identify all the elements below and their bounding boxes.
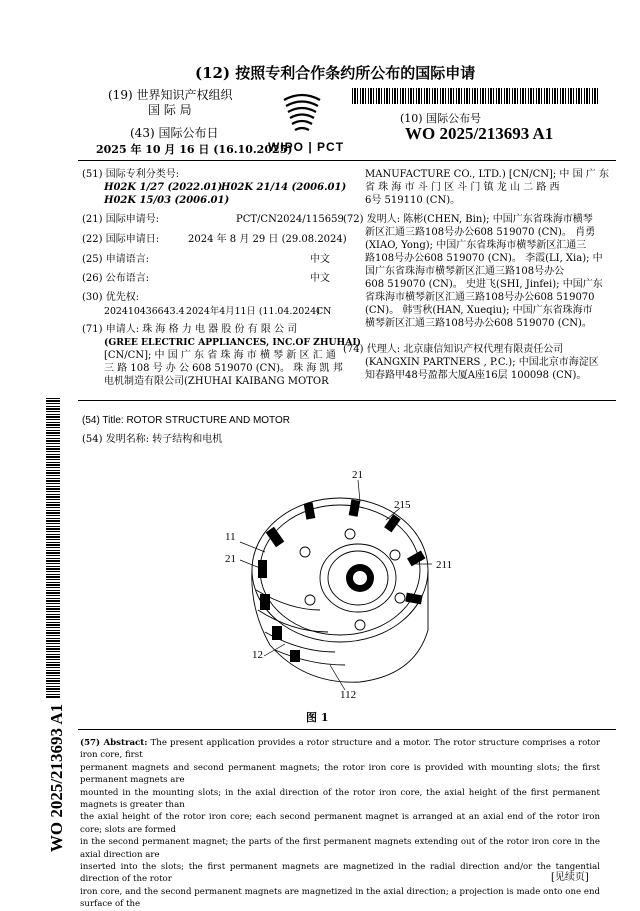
barcode-top — [352, 88, 598, 104]
fig-label-12: 12 — [252, 649, 263, 661]
abstract — [80, 737, 600, 911]
inventor-line-6: 608 519070 (CN)。 史进飞(SHI, Jinfei); 中国广东 — [365, 279, 603, 290]
ipc-3: H02K 15/03 (2006.01) — [104, 195, 230, 206]
applicant-line-4: 三 路 108 号 办 公 608 519070 (CN)。 珠 海 凯 邦 — [104, 363, 343, 374]
filing-lang-label: (25) 申请语言: — [82, 254, 150, 265]
abstract-line-5: in the second permanent magnet; the parts of the first permanent magnets extending out of the rotor iron core in the axial direction are — [80, 837, 600, 860]
inventor-line-5: 国广东省珠海市横琴新区汇通三路108号办公 — [365, 266, 565, 277]
ipc-label: (51) 国际专利分类号: — [82, 169, 180, 180]
inventor-line-9: 横琴新区汇通三路108号办公608 519070 (CN)。 — [365, 318, 592, 329]
fig-label-112: 112 — [340, 689, 357, 701]
filing-date-label: (22) 国际申请日: — [82, 234, 160, 245]
pub-no-label: (10) 国际公布号 — [400, 112, 482, 125]
wipo-emblem-icon — [280, 92, 324, 138]
ipc-1: H02K 1/27 (2022.01) — [104, 182, 223, 193]
applicant-line-1: (71) 申请人: 珠 海 格 力 电 器 股 份 有 限 公 司 — [82, 324, 298, 335]
org-bureau: 国 际 局 — [148, 103, 192, 117]
inventor-line-2: 新区汇通三路108号办公608 519070 (CN)。 肖勇 — [365, 227, 596, 238]
ipc-2: H02K 21/14 (2006.01) — [221, 182, 347, 193]
app-no: PCT/CN2024/115659 — [236, 214, 344, 225]
inventor-line-3: (XIAO, Yong); 中国广东省珠海市横琴新区汇通三 — [365, 240, 587, 251]
inventor-line-4: 路108号办公608 519070 (CN)。 李霞(LI, Xia); 中 — [365, 253, 603, 264]
vertical-pub-no: WO 2025/213693 A1 — [47, 703, 66, 853]
applicant-line-2: (GREE ELECTRIC APPLIANCES, INC.OF ZHUHAI) — [104, 337, 361, 348]
applicant-cont-2: 省 珠 海 市 斗 门 区 斗 门 镇 龙 山 二 路 西 — [365, 182, 560, 193]
org-name: (19) 世界知识产权组织 — [108, 88, 233, 102]
priority-date: 2024年4月11日 (11.04.2024) — [186, 306, 320, 317]
inventor-line-8: (CN)。 韩雪秋(HAN, Xueqiu); 中国广东省珠海市 — [365, 305, 593, 316]
fig-label-211: 211 — [436, 559, 453, 571]
inventor-line-7: 省珠海市横琴新区汇通三路108号办公608 519070 — [365, 292, 595, 303]
continued-note: [见续页] — [551, 872, 589, 883]
abstract-line-4: the axial height of the rotor iron core; each second permanent magnet is arranged at an axial end of the rotor iron core; slots are formed — [80, 812, 600, 835]
pub-no: WO 2025/213693 A1 — [405, 124, 554, 143]
filing-date: 2024 年 8 月 29 日 (29.08.2024) — [188, 234, 347, 245]
pub-date: 2025 年 10 月 16 日 (16.10.2025) — [96, 143, 293, 156]
priority-label: (30) 优先权: — [82, 292, 140, 303]
inventor-line-1: (72) 发明人: 陈彬(CHEN, Bin); 中国广东省珠海市横琴 — [343, 214, 593, 225]
title-cn: (54) 发明名称: 转子结构和电机 — [82, 434, 223, 445]
pub-lang-label: (26) 公布语言: — [82, 273, 150, 284]
fig-label-215: 215 — [394, 499, 411, 511]
barcode-vertical — [46, 398, 60, 698]
figure-caption: 图 1 — [306, 711, 329, 724]
fig-label-21-top: 21 — [352, 469, 363, 481]
fig-label-11: 11 — [225, 531, 236, 543]
applicant-line-5: 电机制造有限公司(ZHUHAI KAIBANG MOTOR — [104, 376, 329, 387]
abstract-line-6: inserted into the slots; the first permanent magnets are magnetized in the radial direction and/or the tangential direction of the rotor — [80, 862, 600, 885]
app-no-label: (21) 国际申请号: — [82, 214, 160, 225]
applicant-line-3: [CN/CN]; 中 国 广 东 省 珠 海 市 横 琴 新 区 汇 通 — [104, 350, 336, 361]
rotor-figure — [210, 460, 480, 715]
abstract-line-7: iron core, and the second permanent magnets are magnetized in the axial direction; a projection is made onto one end surface of the — [80, 886, 600, 910]
title-divider — [78, 400, 616, 401]
document-title: (12) 按照专利合作条约所公布的国际申请 — [195, 64, 476, 82]
priority-no: 202410436643.4 — [104, 306, 185, 317]
abstract-divider — [78, 729, 616, 730]
agent-line-2: (KANGXIN PARTNERS , P.C.); 中国北京市海淀区 — [365, 357, 599, 368]
pub-lang: 中文 — [310, 273, 330, 284]
abstract-line-3: mounted in the mounting slots; in the axial direction of the rotor iron core, the axial height of the first permanent magnets is greater than — [80, 787, 600, 811]
agent-line-1: (74) 代理人: 北京康信知识产权代理有限责任公司 — [343, 344, 564, 355]
header-divider — [78, 160, 616, 161]
abstract-line-2: permanent magnets and second permanent magnets; the rotor iron core is provided with mounting slots; the first permanent magnets are — [80, 762, 600, 786]
abstract-line-1: (57) Abstract: The present application provides a rotor structure and a motor. The rotor structure comprises a rotor iron core, first — [80, 738, 600, 761]
title-en: (54) Title: ROTOR STRUCTURE AND MOTOR — [82, 415, 290, 426]
fig-label-21-left: 21 — [225, 553, 236, 565]
applicant-cont-1: MANUFACTURE CO., LTD.) [CN/CN]; 中 国 广 东 — [365, 169, 609, 180]
applicant-cont-3: 6号 519110 (CN)。 — [365, 195, 461, 206]
filing-lang: 中文 — [310, 254, 330, 265]
wipo-logo-text: WIPO | PCT — [268, 140, 345, 154]
priority-country: CN — [316, 306, 332, 317]
agent-line-3: 知春路甲48号盈都大厦A座16层 100098 (CN)。 — [365, 370, 587, 381]
pub-date-label: (43) 国际公布日 — [130, 126, 219, 140]
